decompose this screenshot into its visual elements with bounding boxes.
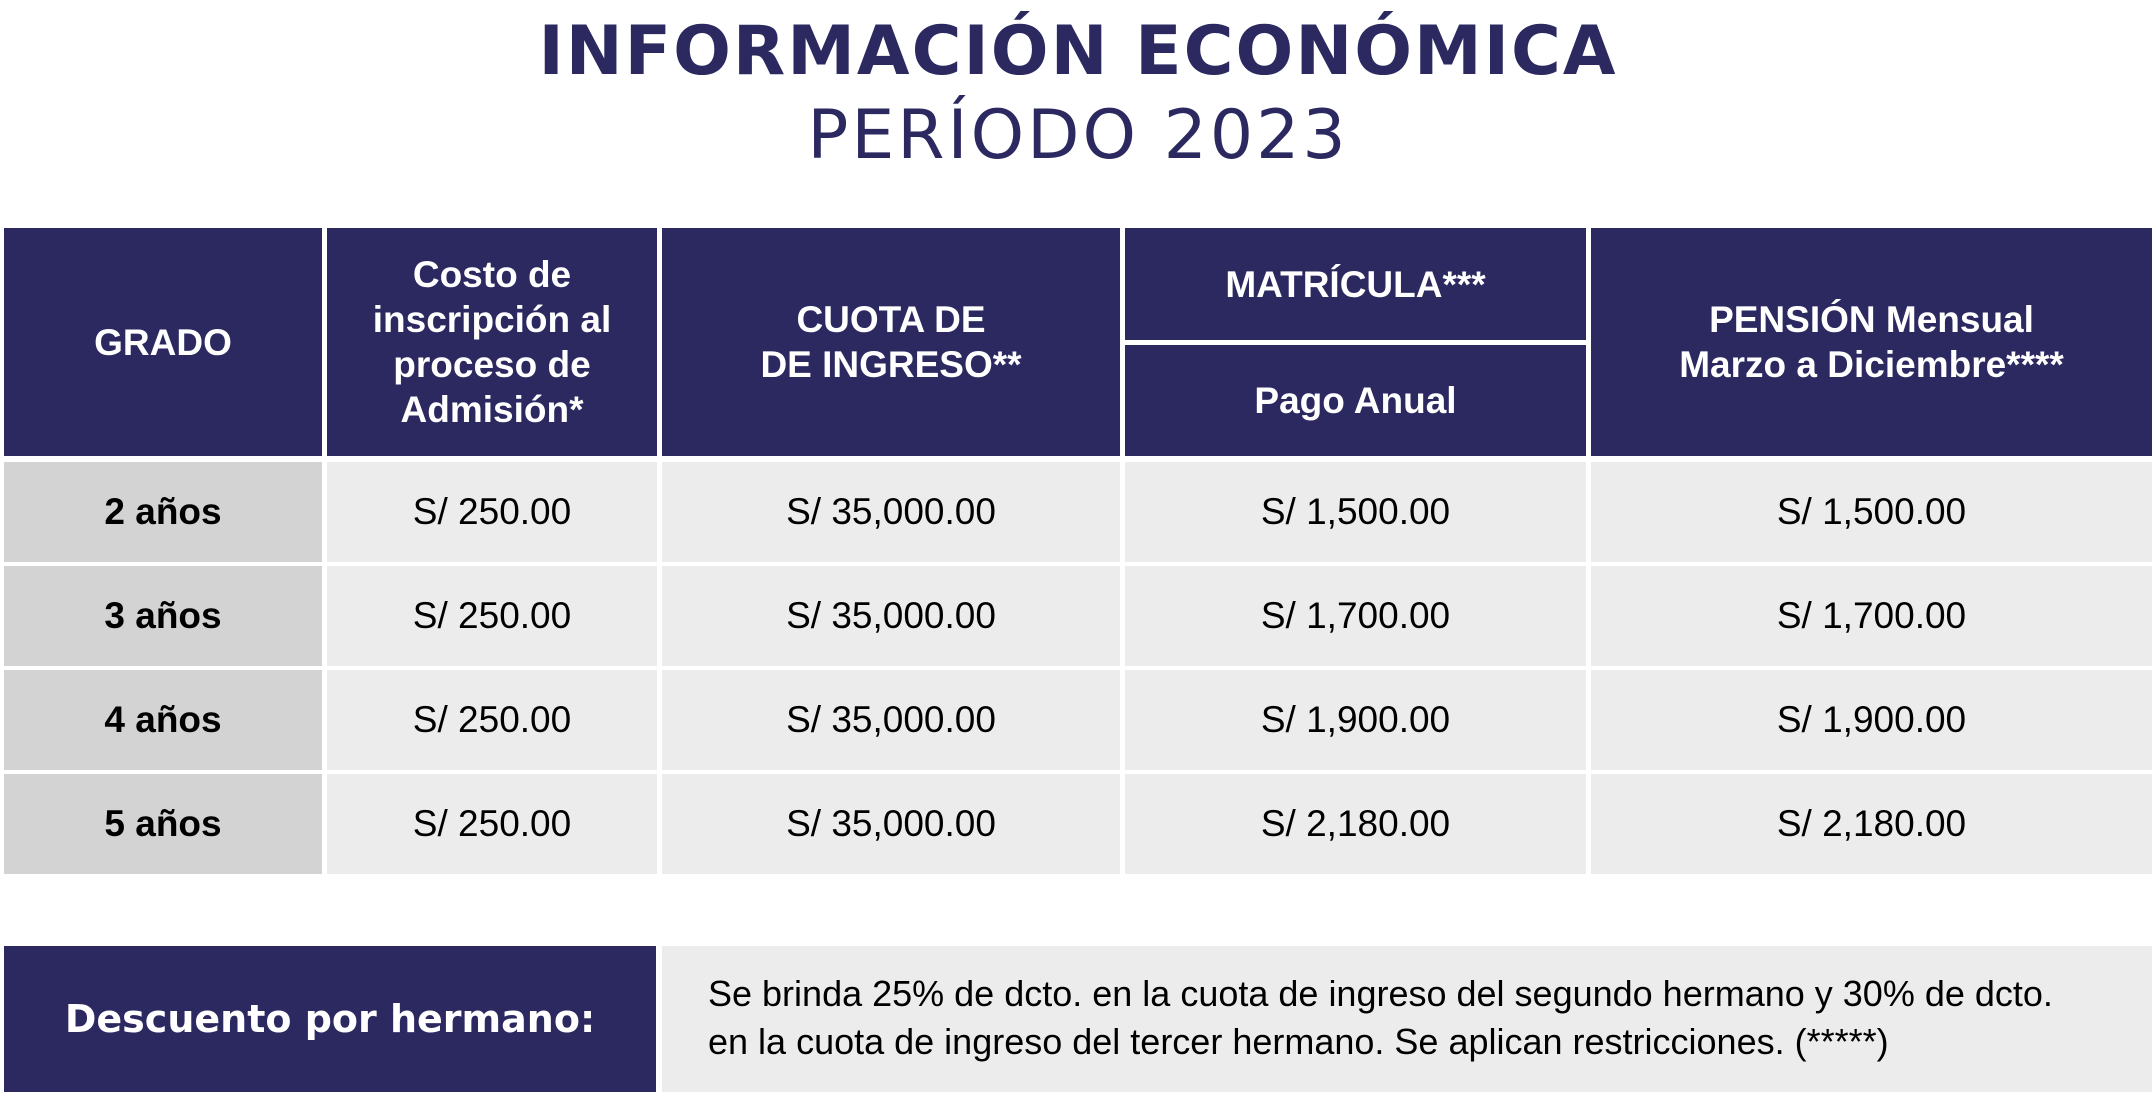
table-row-grado: 2 años [4, 462, 322, 562]
header-grado: GRADO [4, 228, 322, 456]
table-row-cuota: S/ 35,000.00 [662, 774, 1120, 874]
title-period: PERÍODO 2023 [807, 96, 1349, 175]
table-row-cuota: S/ 35,000.00 [662, 566, 1120, 666]
title-main: INFORMACIÓN ECONÓMICA [538, 12, 1618, 91]
table-row-matricula: S/ 1,900.00 [1125, 670, 1586, 770]
table-row-matricula: S/ 2,180.00 [1125, 774, 1586, 874]
header-cuota-line2: DE INGRESO** [760, 344, 1022, 385]
table-row-grado: 4 años [4, 670, 322, 770]
table-row-matricula: S/ 1,700.00 [1125, 566, 1586, 666]
header-pension [1591, 228, 2152, 456]
table-row-costo: S/ 250.00 [327, 462, 657, 562]
discount-text [662, 946, 2152, 1092]
page-title [0, 12, 2156, 180]
table-row-costo: S/ 250.00 [327, 566, 657, 666]
header-matricula: MATRÍCULA*** [1125, 228, 1586, 340]
header-costo: Costo de inscripción al proceso de Admisión* [327, 228, 657, 456]
header-cuota-line1: CUOTA DE [796, 299, 986, 340]
table-row-pension: S/ 2,180.00 [1591, 774, 2152, 874]
discount-text-line2: en la cuota de ingreso del tercer hermano. Se aplican restricciones. (*****) [708, 1021, 1889, 1062]
discount-label: Descuento por hermano: [4, 946, 656, 1092]
header-pension-line2: Marzo a Diciembre**** [1679, 344, 2064, 385]
table-row-grado: 3 años [4, 566, 322, 666]
table-row-pension: S/ 1,500.00 [1591, 462, 2152, 562]
table-row-cuota: S/ 35,000.00 [662, 462, 1120, 562]
header-pension-line1: PENSIÓN Mensual [1709, 299, 2034, 340]
table-row-pension: S/ 1,700.00 [1591, 566, 2152, 666]
table-row-grado: 5 años [4, 774, 322, 874]
table-row-pension: S/ 1,900.00 [1591, 670, 2152, 770]
header-cuota [662, 228, 1120, 456]
table-row-costo: S/ 250.00 [327, 670, 657, 770]
table-row-matricula: S/ 1,500.00 [1125, 462, 1586, 562]
header-pago-anual: Pago Anual [1125, 345, 1586, 456]
table-row-cuota: S/ 35,000.00 [662, 670, 1120, 770]
discount-text-line1: Se brinda 25% de dcto. en la cuota de ingreso del segundo hermano y 30% de dcto. [708, 973, 2053, 1014]
table-row-costo: S/ 250.00 [327, 774, 657, 874]
